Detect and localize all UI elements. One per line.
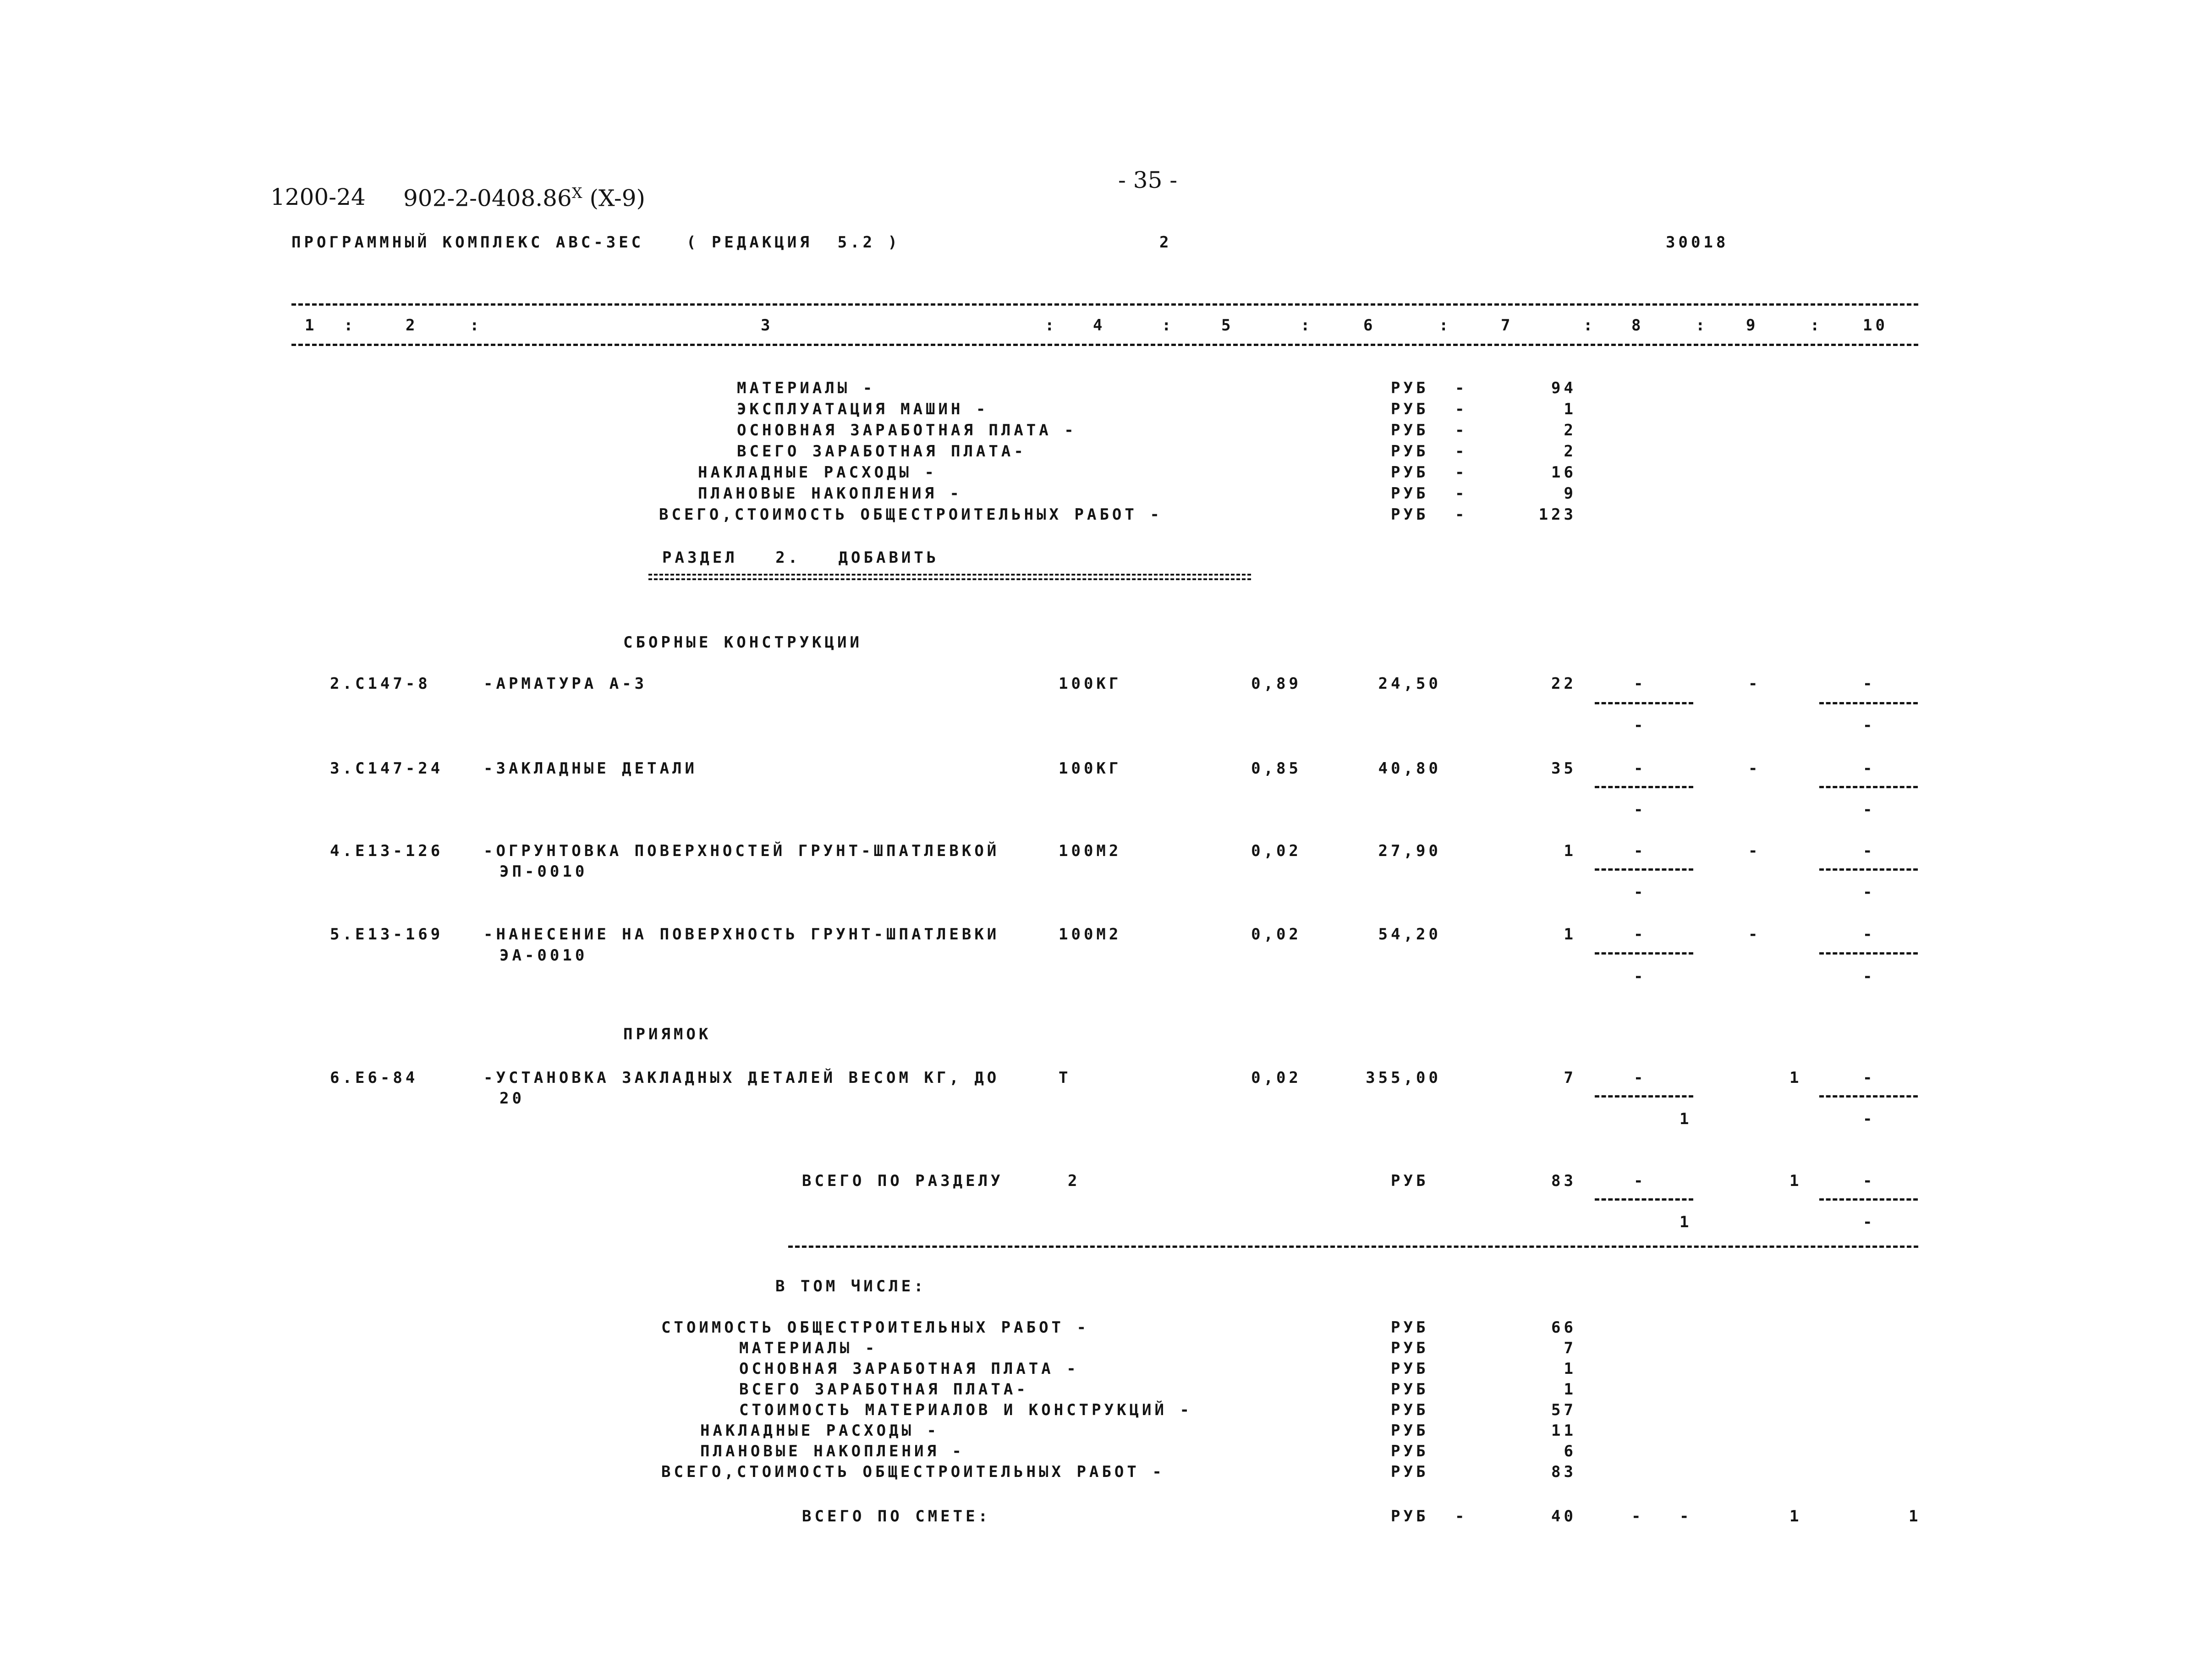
row-unit-price: 355,00: [1366, 1069, 1441, 1087]
summary-value: 94: [1551, 379, 1576, 397]
row-col10-rule: [1819, 1095, 1918, 1098]
section-total-col10-rule: [1819, 1198, 1918, 1201]
row-col10-sub: -: [1863, 1110, 1876, 1128]
col-header-4: 4: [1093, 316, 1106, 335]
section-total-col8-sub: 1: [1680, 1213, 1692, 1231]
summary-value: 66: [1551, 1318, 1576, 1337]
row-col10: -: [1863, 842, 1876, 860]
row-col8: -: [1634, 1069, 1647, 1087]
row-unit: Т: [1059, 1069, 1071, 1087]
col-header-7: 7: [1501, 316, 1514, 335]
row-unit: 100М2: [1059, 842, 1122, 860]
row-description-cont: 20: [499, 1089, 525, 1108]
row-col10: -: [1863, 759, 1876, 778]
row-unit-price: 27,90: [1378, 842, 1441, 860]
summary-unit: РУБ: [1391, 1442, 1429, 1460]
row-col8-sub: 1: [1680, 1110, 1692, 1128]
summary-unit: РУБ: [1391, 463, 1429, 482]
section-total-number: 2: [1068, 1172, 1081, 1190]
row-description: -НАНЕСЕНИЕ НА ПОВЕРХНОСТЬ ГРУНТ-ШПАТЛЕВКИ: [483, 925, 1000, 944]
summary-value: 1: [1564, 400, 1576, 418]
summary-unit: РУБ: [1391, 400, 1429, 418]
row-col8-rule: [1595, 1095, 1693, 1098]
row-unit: 100КГ: [1059, 675, 1122, 693]
row-total: 1: [1564, 842, 1576, 860]
grand-total-label: ВСЕГО ПО СМЕТЕ:: [802, 1507, 991, 1526]
page-number: - 35 -: [1118, 167, 1178, 193]
row-code: 3.С147-24: [330, 759, 444, 778]
row-total: 7: [1564, 1069, 1576, 1087]
row-col9: -: [1748, 925, 1761, 944]
grand-total-col9: 1: [1789, 1507, 1802, 1526]
row-unit-price: 24,50: [1378, 675, 1441, 693]
grand-total-col10: 1: [1909, 1507, 1921, 1526]
summary-label: ПЛАНОВЫЕ НАКОПЛЕНИЯ -: [700, 1442, 965, 1460]
row-description-cont: ЭП-0010: [499, 862, 588, 881]
summary-label: МАТЕРИАЛЫ -: [739, 1339, 878, 1357]
col-header-3: 3: [761, 316, 774, 335]
row-col10: -: [1863, 925, 1876, 944]
row-description: -ЗАКЛАДНЫЕ ДЕТАЛИ: [483, 759, 697, 778]
group-heading: СБОРНЫЕ КОНСТРУКЦИИ: [623, 633, 862, 652]
col-separator: :: [1045, 316, 1058, 335]
row-unit-price: 40,80: [1378, 759, 1441, 778]
summary-value: 9: [1564, 484, 1576, 503]
col-separator: :: [1696, 316, 1708, 335]
summary-unit: РУБ: [1391, 1360, 1429, 1378]
row-code: 6.Е6-84: [330, 1069, 418, 1087]
table-header-rule: [291, 344, 1918, 346]
table-top-rule: [291, 303, 1918, 306]
row-quantity: 0,02: [1251, 925, 1301, 944]
program-name: ПРОГРАММНЫЙ КОМПЛЕКС АВС-ЗЕС: [291, 233, 644, 252]
summary-value: 83: [1551, 1463, 1576, 1481]
summary-dash: -: [1455, 505, 1468, 524]
section-total-label: ВСЕГО ПО РАЗДЕЛУ: [802, 1172, 1004, 1190]
section-double-underline: [648, 574, 1251, 580]
summary-dash: -: [1455, 484, 1468, 503]
row-unit: 100КГ: [1059, 759, 1122, 778]
summary-label: ПЛАНОВЫЕ НАКОПЛЕНИЯ -: [698, 484, 962, 503]
row-code: 2.С147-8: [330, 675, 431, 693]
row-col8: -: [1634, 925, 1647, 944]
row-col9: -: [1748, 842, 1761, 860]
col-header-6: 6: [1363, 316, 1376, 335]
summary-value: 2: [1564, 442, 1576, 461]
summary-label: ВСЕГО ЗАРАБОТНАЯ ПЛАТА-: [739, 1380, 1029, 1399]
row-col8-rule: [1595, 702, 1693, 704]
summary-dash: -: [1455, 379, 1468, 397]
summary-label: ВСЕГО,СТОИМОСТЬ ОБЩЕСТРОИТЕЛЬНЫХ РАБОТ -: [659, 505, 1163, 524]
program-code: 30018: [1666, 233, 1729, 252]
project-code-main: 902-2-0408.86: [403, 185, 572, 212]
row-quantity: 0,89: [1251, 675, 1301, 693]
summary-value: 16: [1551, 463, 1576, 482]
row-col8-rule: [1595, 952, 1693, 955]
summary-value: 7: [1564, 1339, 1576, 1357]
section-total-col8: -: [1634, 1172, 1647, 1190]
row-unit: 100М2: [1059, 925, 1122, 944]
row-unit-price: 54,20: [1378, 925, 1441, 944]
grand-total-col8: -: [1631, 1507, 1644, 1526]
row-col10-rule: [1819, 952, 1918, 955]
summary-unit: РУБ: [1391, 421, 1429, 439]
summary-label: ВСЕГО ЗАРАБОТНАЯ ПЛАТА-: [737, 442, 1026, 461]
col-header-8: 8: [1631, 316, 1644, 335]
project-code-sup: X: [571, 184, 582, 202]
row-quantity: 0,02: [1251, 842, 1301, 860]
summary-dash: -: [1455, 421, 1468, 439]
col-header-2: 2: [406, 316, 418, 335]
row-col10-sub: -: [1863, 801, 1876, 819]
col-header-10: 10: [1863, 316, 1888, 335]
grand-total-col8-extra: -: [1680, 1507, 1692, 1526]
row-col10-sub: -: [1863, 716, 1876, 735]
row-col8-sub: -: [1634, 967, 1647, 986]
section-total-value: 83: [1551, 1172, 1576, 1190]
col-separator: :: [1583, 316, 1596, 335]
summary-value: 1: [1564, 1360, 1576, 1378]
summary-unit: РУБ: [1391, 1401, 1429, 1419]
row-description-cont: ЭА-0010: [499, 946, 588, 965]
row-col9: 1: [1789, 1069, 1802, 1087]
row-col8-sub: -: [1634, 716, 1647, 735]
row-col9: -: [1748, 675, 1761, 693]
col-separator: :: [470, 316, 483, 335]
summary-unit: РУБ: [1391, 379, 1429, 397]
col-separator: :: [1301, 316, 1313, 335]
program-edition: ( РЕДАКЦИЯ 5.2 ): [686, 233, 900, 252]
row-col10-rule: [1819, 786, 1918, 788]
col-header-1: 1: [305, 316, 318, 335]
summary-unit: РУБ: [1391, 1339, 1429, 1357]
summary-unit: РУБ: [1391, 505, 1429, 524]
row-description: -АРМАТУРА А-3: [483, 675, 648, 693]
sheet-number: 1200-24: [270, 184, 366, 210]
row-col10-sub: -: [1863, 967, 1876, 986]
row-col8: -: [1634, 759, 1647, 778]
row-col8-sub: -: [1634, 801, 1647, 819]
summary-unit: РУБ: [1391, 442, 1429, 461]
grand-total-value: 40: [1551, 1507, 1576, 1526]
row-col10-rule: [1819, 702, 1918, 704]
section-title: РАЗДЕЛ 2. ДОБАВИТЬ: [662, 549, 939, 567]
including-heading: В ТОМ ЧИСЛЕ:: [775, 1277, 927, 1295]
row-col10: -: [1863, 1069, 1876, 1087]
row-code: 4.Е13-126: [330, 842, 444, 860]
summary-unit: РУБ: [1391, 1422, 1429, 1440]
summary-unit: РУБ: [1391, 1463, 1429, 1481]
row-total: 22: [1551, 675, 1576, 693]
summary-label: ОСНОВНАЯ ЗАРАБОТНАЯ ПЛАТА -: [737, 421, 1077, 439]
summary-label: ЭКСПЛУАТАЦИЯ МАШИН -: [737, 400, 989, 418]
grand-total-dash: -: [1455, 1507, 1468, 1526]
summary-value: 57: [1551, 1401, 1576, 1419]
section-total-col9: 1: [1789, 1172, 1802, 1190]
col-header-9: 9: [1746, 316, 1759, 335]
summary-value: 1: [1564, 1380, 1576, 1399]
group-heading: ПРИЯМОК: [623, 1025, 712, 1043]
section-total-col10: -: [1863, 1172, 1876, 1190]
row-quantity: 0,02: [1251, 1069, 1301, 1087]
summary-dash: -: [1455, 463, 1468, 482]
summary-dash: -: [1455, 442, 1468, 461]
section-total-rule: [788, 1246, 1918, 1248]
row-col10: -: [1863, 675, 1876, 693]
summary-label: ОСНОВНАЯ ЗАРАБОТНАЯ ПЛАТА -: [739, 1360, 1079, 1378]
row-col10-sub: -: [1863, 883, 1876, 901]
summary-label: НАКЛАДНЫЕ РАСХОДЫ -: [700, 1422, 939, 1440]
col-separator: :: [1162, 316, 1175, 335]
section-total-col10-sub: -: [1863, 1213, 1876, 1231]
summary-value: 123: [1538, 505, 1576, 524]
summary-label: МАТЕРИАЛЫ -: [737, 379, 876, 397]
summary-unit: РУБ: [1391, 1380, 1429, 1399]
row-col8: -: [1634, 842, 1647, 860]
row-col8: -: [1634, 675, 1647, 693]
summary-value: 11: [1551, 1422, 1576, 1440]
col-separator: :: [1439, 316, 1452, 335]
summary-dash: -: [1455, 400, 1468, 418]
row-description: -ОГРУНТОВКА ПОВЕРХНОСТЕЙ ГРУНТ-ШПАТЛЕВКОЙ: [483, 842, 1000, 860]
col-separator: :: [344, 316, 357, 335]
summary-label: СТОИМОСТЬ ОБЩЕСТРОИТЕЛЬНЫХ РАБОТ -: [661, 1318, 1089, 1337]
summary-label: ВСЕГО,СТОИМОСТЬ ОБЩЕСТРОИТЕЛЬНЫХ РАБОТ -: [661, 1463, 1165, 1481]
row-col8-rule: [1595, 786, 1693, 788]
row-description: -УСТАНОВКА ЗАКЛАДНЫХ ДЕТАЛЕЙ ВЕСОМ КГ, ДО: [483, 1069, 1000, 1087]
project-code: [403, 186, 645, 210]
col-separator: :: [1810, 316, 1823, 335]
row-total: 1: [1564, 925, 1576, 944]
summary-unit: РУБ: [1391, 484, 1429, 503]
summary-label: СТОИМОСТЬ МАТЕРИАЛОВ И КОНСТРУКЦИЙ -: [739, 1401, 1192, 1419]
row-col8-rule: [1595, 868, 1693, 871]
summary-value: 2: [1564, 421, 1576, 439]
row-col8-sub: -: [1634, 883, 1647, 901]
summary-value: 6: [1564, 1442, 1576, 1460]
grand-total-unit: РУБ: [1391, 1507, 1429, 1526]
row-code: 5.Е13-169: [330, 925, 444, 944]
summary-label: НАКЛАДНЫЕ РАСХОДЫ -: [698, 463, 937, 482]
program-number: 2: [1159, 233, 1172, 252]
row-quantity: 0,85: [1251, 759, 1301, 778]
row-total: 35: [1551, 759, 1576, 778]
project-code-suffix: (X-9): [589, 185, 646, 212]
col-header-5: 5: [1221, 316, 1234, 335]
row-col9: -: [1748, 759, 1761, 778]
section-total-col8-rule: [1595, 1198, 1693, 1201]
section-total-unit: РУБ: [1391, 1172, 1429, 1190]
summary-unit: РУБ: [1391, 1318, 1429, 1337]
row-col10-rule: [1819, 868, 1918, 871]
